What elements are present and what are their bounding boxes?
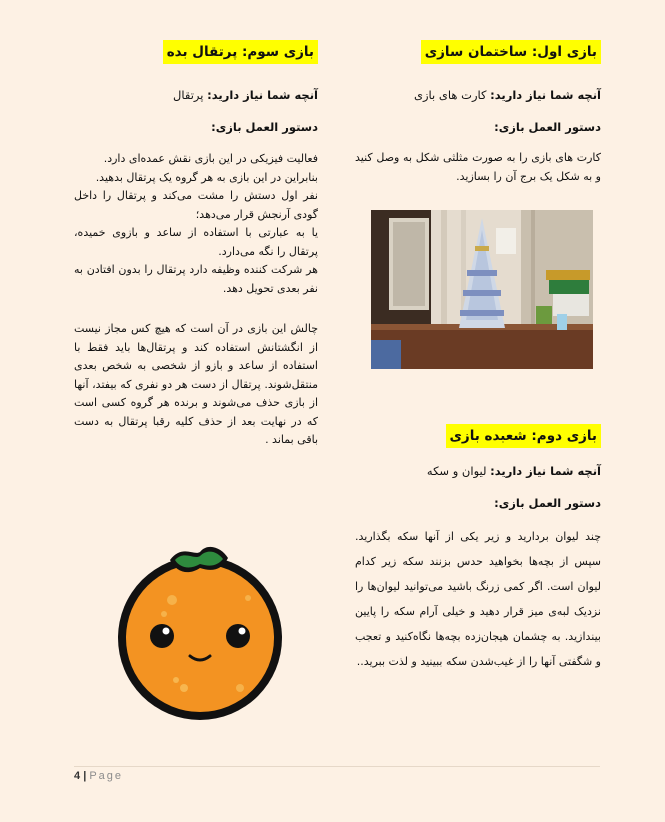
game3-instructions-label: دستور العمل بازی: (211, 120, 318, 134)
game2-instructions-label: دستور العمل بازی: (494, 496, 601, 510)
game1-title: بازی اول: ساختمان سازی (421, 40, 601, 64)
game3-instructions (74, 150, 318, 298)
game2-instructions: چند لیوان بردارید و زیر یکی از آنها سکه بگذارید. سپس از بچه‌ها بخواهید حدس بزنند سکه زیر کدام لیوان است. اگر کمی زرنگ باشید می‌توانید لیوان‌ها را نزدیک لبه‌ی میز قرار دهید و خیلی آرام سکه را پایین بیندازید. به چشمان هیجان‌زده بچه‌ها نگاه‌کنید و تعجب و شگفتی آنها را از غیب‌شدن سکه ببینید و لذت ببرید.. (355, 530, 601, 668)
game2-need-value: لیوان و سکه (426, 464, 487, 478)
page-word: Page (89, 770, 124, 782)
card-tower-image (371, 210, 593, 369)
game3-instruction-line: هر شرکت کننده وظیفه دارد پرتقال را بدون افتادن به نفر بعدی تحویل دهد. (74, 263, 318, 295)
game2-need-label: آنچه شما نیاز دارید: (490, 464, 601, 478)
game3-instruction-line: نفر اول دستش را مشت می‌کند و پرتقال را داخل گودی آرنجش قرار می‌دهد؛ (74, 189, 318, 221)
footer-divider (74, 766, 600, 767)
game1-instructions-label: دستور العمل بازی: (494, 120, 601, 134)
game3-need (74, 86, 318, 104)
game2-section (355, 424, 601, 674)
game1-need-value: کارت های بازی (413, 88, 487, 102)
game1-instructions: کارت های بازی را به صورت مثلثی شکل به وصل کنید و به شکل یک برج آن را بسازید. (355, 151, 601, 183)
game3-instruction-line: فعالیت فیزیکی در این بازی نقش عمده‌ای دارد. (103, 152, 318, 165)
game1-need (355, 86, 601, 104)
game3-title: بازی سوم: پرتقال بده (163, 40, 318, 64)
page-number: 4 (74, 770, 81, 782)
card-tower-photo (371, 210, 593, 369)
game3-instruction-line: یا به عبارتی با استفاده از ساعد و بازوی خمیده، پرتقال را نگه می‌دارد. (74, 226, 318, 258)
game2-title: بازی دوم: شعبده بازی (446, 424, 601, 448)
orange-character-icon (112, 538, 288, 724)
game1-section (355, 40, 601, 186)
game3-need-label: آنچه شما نیاز دارید: (207, 88, 318, 102)
game3-challenge: چالش این بازی در آن است که هیچ کس مجاز نیست از انگشتانش استفاده کند و پرتقال‌ها باید فقط با استفاده از ساعد و بازو از شخصی به شخص بعدی منتقل‌شوند. پرتقال از دست هر دو نفری که بیفتد، آنها از بازی حذف می‌شوند و برنده هر گروه کسی است که در نهایت بعد از حذف کلیه رقبا پرتقال به دست باقی بماند . (74, 322, 318, 446)
orange-illustration (112, 538, 288, 724)
game3-instruction-line: بنابراین در این بازی به هر گروه یک پرتقال بدهید. (95, 170, 318, 184)
footer-separator: | (83, 770, 87, 782)
game3-section (74, 40, 318, 450)
game1-need-label: آنچه شما نیاز دارید: (490, 88, 601, 102)
game3-need-value: پرتقال (173, 88, 204, 102)
game2-need (355, 462, 601, 480)
page-footer (74, 770, 123, 782)
